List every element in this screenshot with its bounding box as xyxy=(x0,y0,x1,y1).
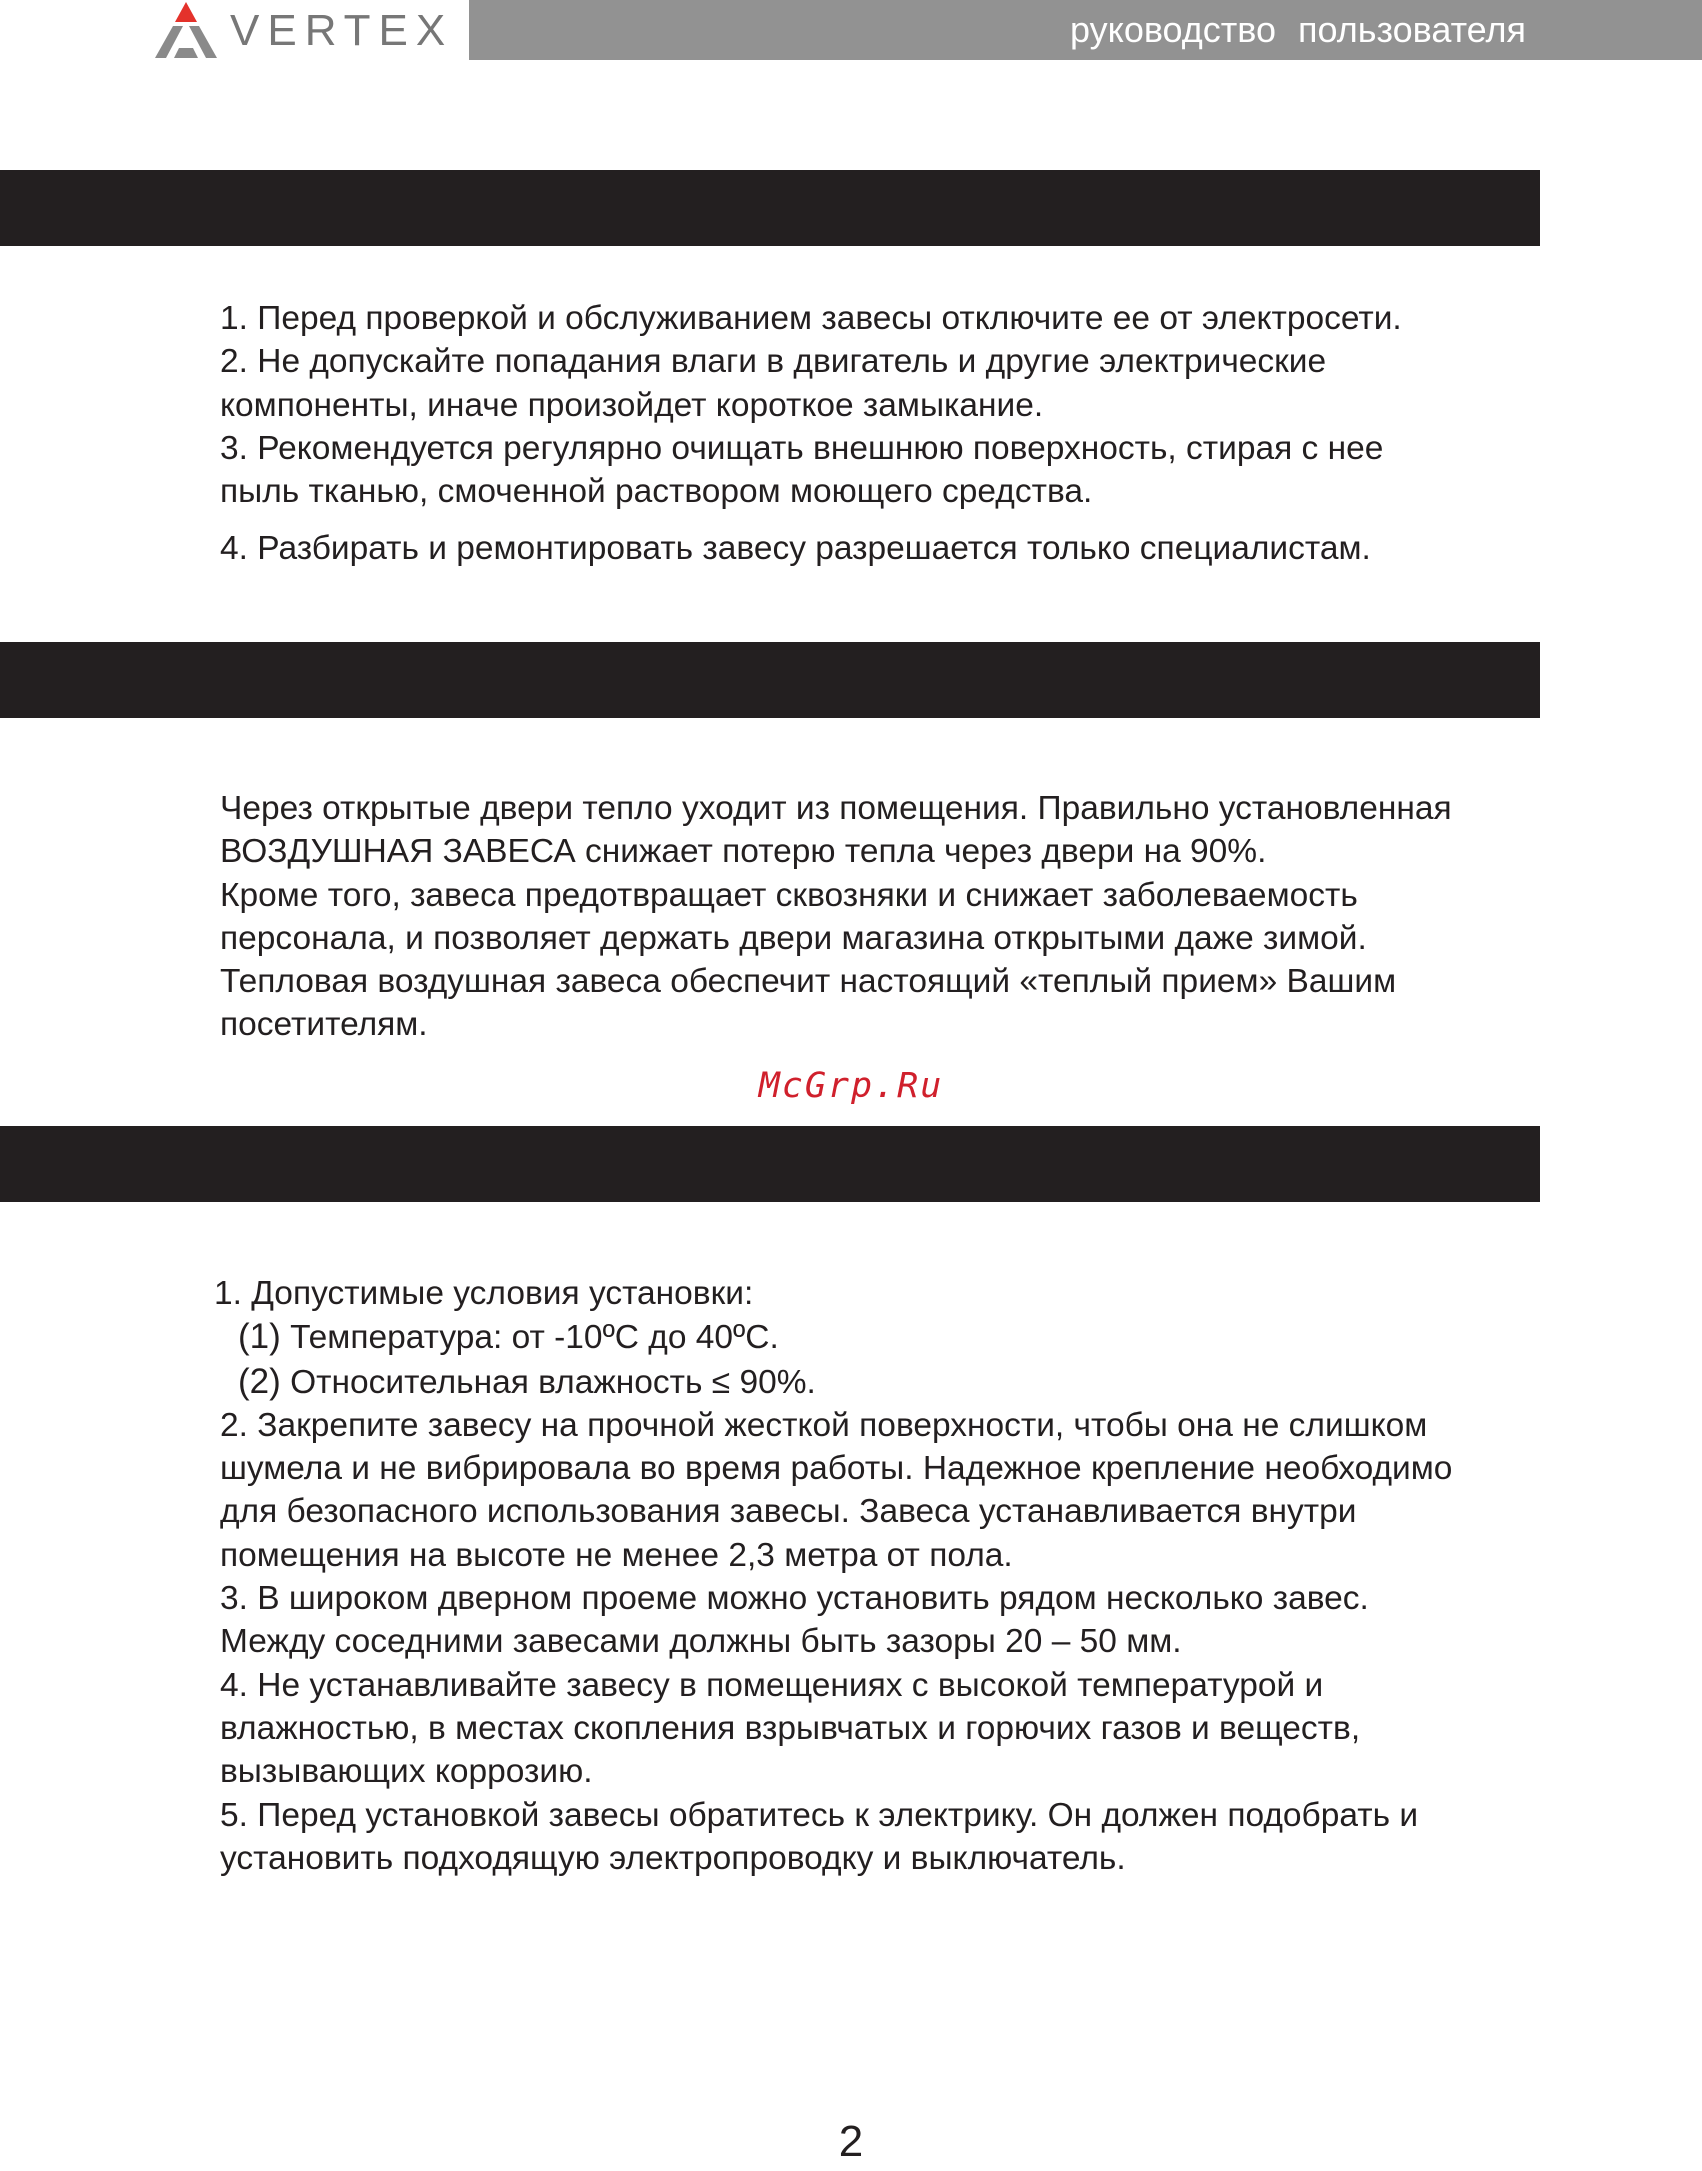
text-line: Через открытые двери тепло уходит из помещения. Правильно установленная xyxy=(220,790,1452,827)
watermark: McGrp.Ru xyxy=(758,1066,944,1106)
description-text xyxy=(220,787,1570,1047)
section-bar-maintenance xyxy=(0,170,1540,246)
maintenance-text xyxy=(220,297,1570,571)
text-line: 4. Разбирать и ремонтировать завесу разрешается только специалистам. xyxy=(220,530,1371,568)
text-line: вызывающих коррозию. xyxy=(220,1753,593,1791)
text-line: 2. Закрепите завесу на прочной жесткой поверхности, чтобы она не слишком xyxy=(220,1406,1428,1444)
sub-item xyxy=(220,1315,1570,1359)
text-line: влажностью, в местах скопления взрывчатых и горючих газов и веществ, xyxy=(220,1709,1361,1747)
text-line: 3. Рекомендуется регулярно очищать внешнюю поверхность, стирая с нее xyxy=(220,429,1384,467)
text-line: 4. Не устанавливайте завесу в помещениях с высокой температурой и xyxy=(220,1666,1324,1704)
text-line: 1. Допустимые условия установки: xyxy=(214,1275,754,1312)
sub-item-number: (1) xyxy=(238,1317,281,1357)
brand-logo xyxy=(152,0,453,62)
vertex-logo-icon xyxy=(152,0,220,62)
page-number: 2 xyxy=(838,2117,864,2166)
text-line: пыль тканью, смоченной раствором моющего средства. xyxy=(220,473,1093,511)
text-line: ВОЗДУШНАЯ ЗАВЕСА снижает потерю тепла через двери на 90%. xyxy=(220,833,1267,871)
text-line: 1. Перед проверкой и обслуживанием завесы отключите ее от электросети. xyxy=(220,300,1402,337)
brand-name: VERTEX xyxy=(230,6,454,55)
sub-item-text: Относительная влажность ≤ 90%. xyxy=(280,1363,816,1401)
text-line: Тепловая воздушная завеса обеспечит настоящий «теплый прием» Вашим xyxy=(220,963,1397,1001)
text-line: для безопасного использования завесы. Завеса устанавливается внутри xyxy=(220,1493,1357,1531)
text-line: 3. В широком дверном проеме можно установить рядом несколько завес. xyxy=(220,1580,1369,1618)
text-line: установить подходящую электропроводку и выключатель. xyxy=(220,1839,1126,1877)
text-line: Между соседними завесами должны быть зазоры 20 – 50 мм. xyxy=(220,1623,1182,1661)
header-bar xyxy=(469,0,1702,60)
text-line: шумела и не вибрировала во время работы. Надежное крепление необходимо xyxy=(220,1450,1453,1488)
text-line: Кроме того, завеса предотвращает сквозняки и снижает заболеваемость xyxy=(220,876,1358,914)
section-bar-installation xyxy=(0,1126,1540,1202)
text-line: 2. Не допускайте попадания влаги в двигатель и другие электрические xyxy=(220,343,1327,381)
installation-text xyxy=(214,1272,1570,1880)
text-line: компоненты, иначе произойдет короткое замыкание. xyxy=(220,386,1044,424)
document-title: руководство пользователя xyxy=(1070,9,1526,50)
section-bar-description xyxy=(0,642,1540,718)
text-line: персонала, и позволяет держать двери магазина открытыми даже зимой. xyxy=(220,919,1367,957)
sub-item xyxy=(220,1360,1570,1404)
sub-item-number: (2) xyxy=(238,1361,281,1401)
sub-item-text: Температура: от -10ºC до 40ºC. xyxy=(280,1319,779,1357)
text-line: посетителям. xyxy=(220,1006,428,1044)
text-line: 5. Перед установкой завесы обратитесь к электрику. Он должен подобрать и xyxy=(220,1796,1419,1834)
text-line: помещения на высоте не менее 2,3 метра от пола. xyxy=(220,1536,1013,1574)
